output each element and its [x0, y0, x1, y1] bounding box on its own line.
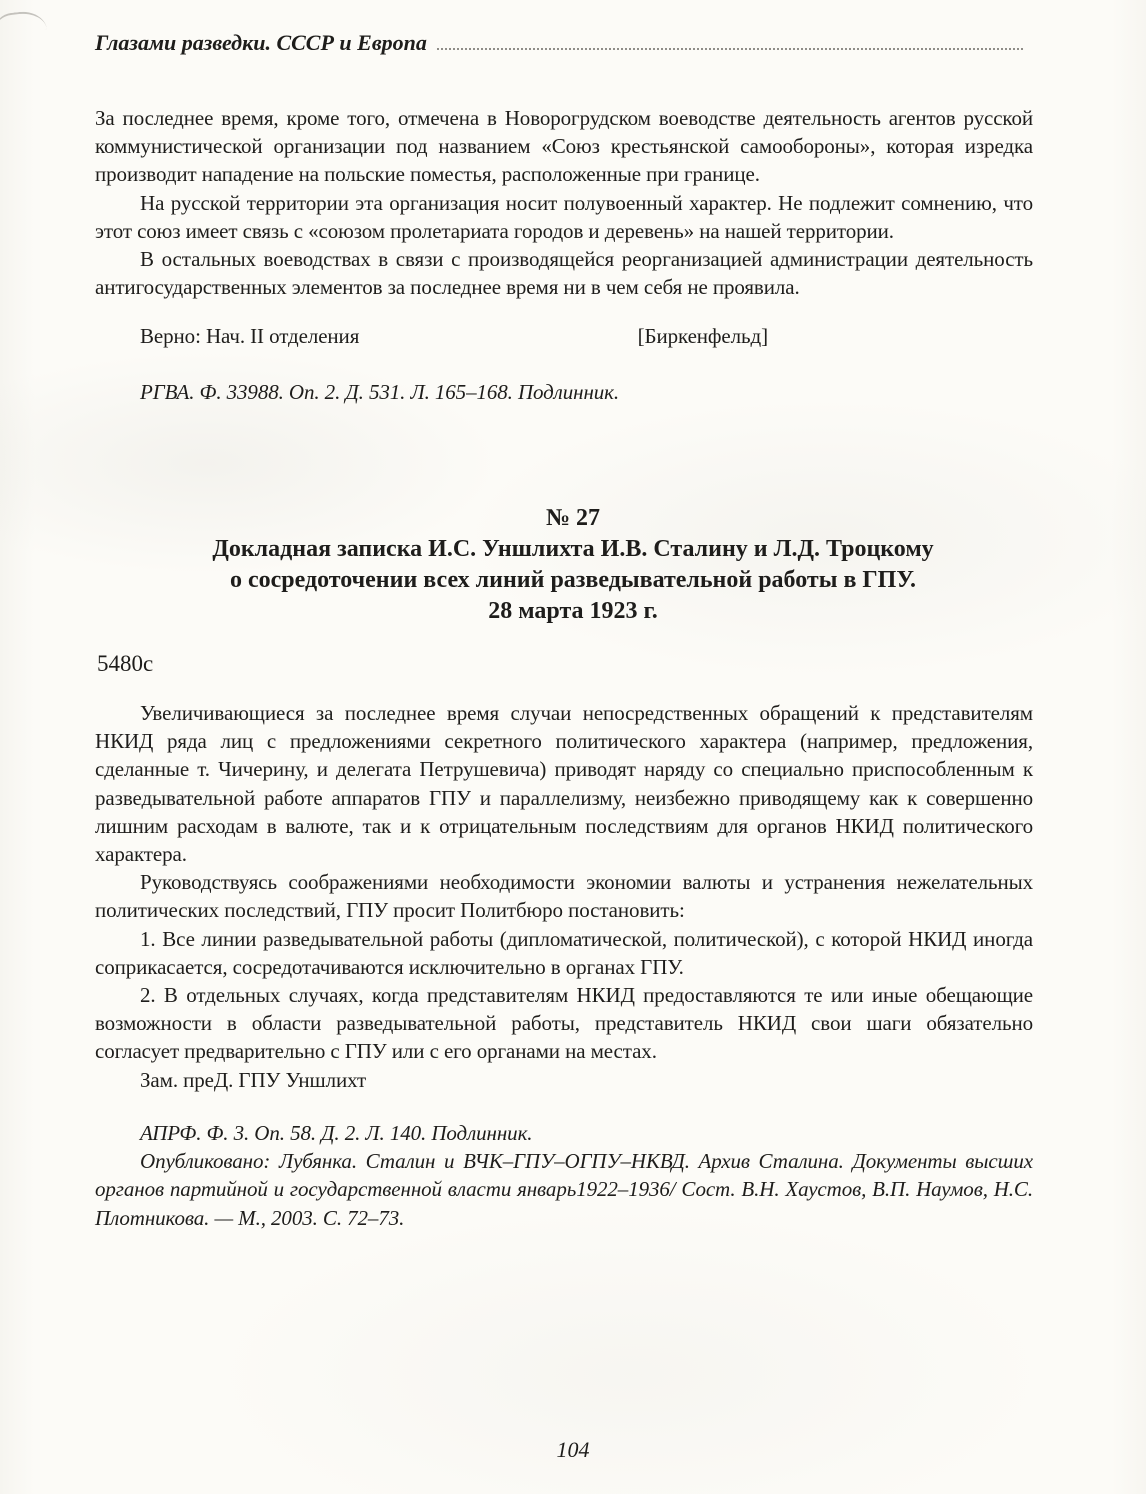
signatory-name: [Биркенфельд]: [637, 324, 768, 349]
certification-label: Верно: Нач. II отделения: [140, 324, 360, 349]
running-header-rule: [437, 48, 1023, 50]
page-number: 104: [556, 1437, 590, 1462]
paragraph: 1. Все линии разведывательной работы (дипломатической, политической), с которой НКИД иногда соприкасается, сосредотачиваются исключительно в органах ГПУ.: [95, 926, 1033, 979]
document-date-line: 28 марта 1923 г.: [488, 598, 658, 624]
running-header: [95, 30, 1023, 56]
document-27-heading: [0, 503, 1146, 627]
paragraph: На русской территории эта организация носит полувоенный характер. Не подлежит сомнению, что этот союз имеет связь с «союзом пролетариата городов и деревень» на нашей территории.: [95, 190, 1033, 243]
paragraph: За последнее время, кроме того, отмечена в Новорогрудском воеводстве деятельность агентов русской коммунистической организации под названием «Союз крестьянской самообороны», которая изредка производит нападение на польские поместья, расположенные при границе.: [95, 106, 1033, 187]
document-registration-code: 5480с: [97, 651, 154, 676]
paragraph: Руководствуясь соображениями необходимости экономии валюты и устранения нежелательных политических последствий, ГПУ просит Политбюро постановить:: [95, 870, 1033, 923]
document-27-body: [95, 699, 1033, 1094]
document-fragment-previous: [95, 104, 1033, 406]
running-header-title: Глазами разведки. СССР и Европа: [95, 30, 427, 55]
archive-reference: АПРФ. Ф. 3. Оп. 58. Д. 2. Л. 140. Подлинник.: [140, 1121, 533, 1145]
paragraph: 2. В отдельных случаях, когда представителям НКИД предоставляются те или иные обещающие возможности в области разведывательной работы, представитель НКИД свои шаги обязательно согласует предварительно с ГПУ или с его органами на местах.: [95, 983, 1033, 1064]
scan-scratch-mark: [0, 9, 47, 34]
paragraph: Увеличивающиеся за последнее время случаи непосредственных обращений к представителям НКИД ряда лиц с предложениями секретного политического характера (например, предложения, сделанные т. Чичерину, и делегата Петрушевича) приводят наряду со специально приспособленным к разведывательной работе аппаратов ГПУ и параллелизму, неизбежно приводящему как к совершенно лишним расходам в валюте, так и к отрицательным последствиям для органов НКИД политического характера.: [95, 701, 1033, 867]
document-title-line: о сосредоточении всех линий разведывательной работы в ГПУ.: [229, 567, 917, 593]
paragraph: В остальных воеводствах в связи с производящейся реорганизацией администрации деятельность антигосударственных элементов за последнее время ни в чем себя не проявила.: [95, 247, 1033, 300]
archive-reference: РГВА. Ф. 33988. Оп. 2. Д. 531. Л. 165–168. Подлинник.: [140, 379, 620, 404]
publication-reference: Опубликовано: Лубянка. Сталин и ВЧК–ГПУ–ОГПУ–НКВД. Архив Сталина. Документы высших органов партийной и государственной власти январь1922–1936/ Сост. В.Н. Хаустов, В.П. Наумов, Н.С. Плотникова. — М., 2003. С. 72–73.: [95, 1149, 1033, 1230]
document-number: № 27: [545, 505, 601, 531]
signature-line: Зам. преД. ГПУ Уншлихт: [140, 1067, 367, 1092]
certification-row: [95, 322, 1033, 350]
document-title-line: Докладная записка И.С. Уншлихта И.В. Сталину и Л.Д. Троцкому: [212, 536, 934, 562]
document-27-sources: [95, 1119, 1033, 1232]
